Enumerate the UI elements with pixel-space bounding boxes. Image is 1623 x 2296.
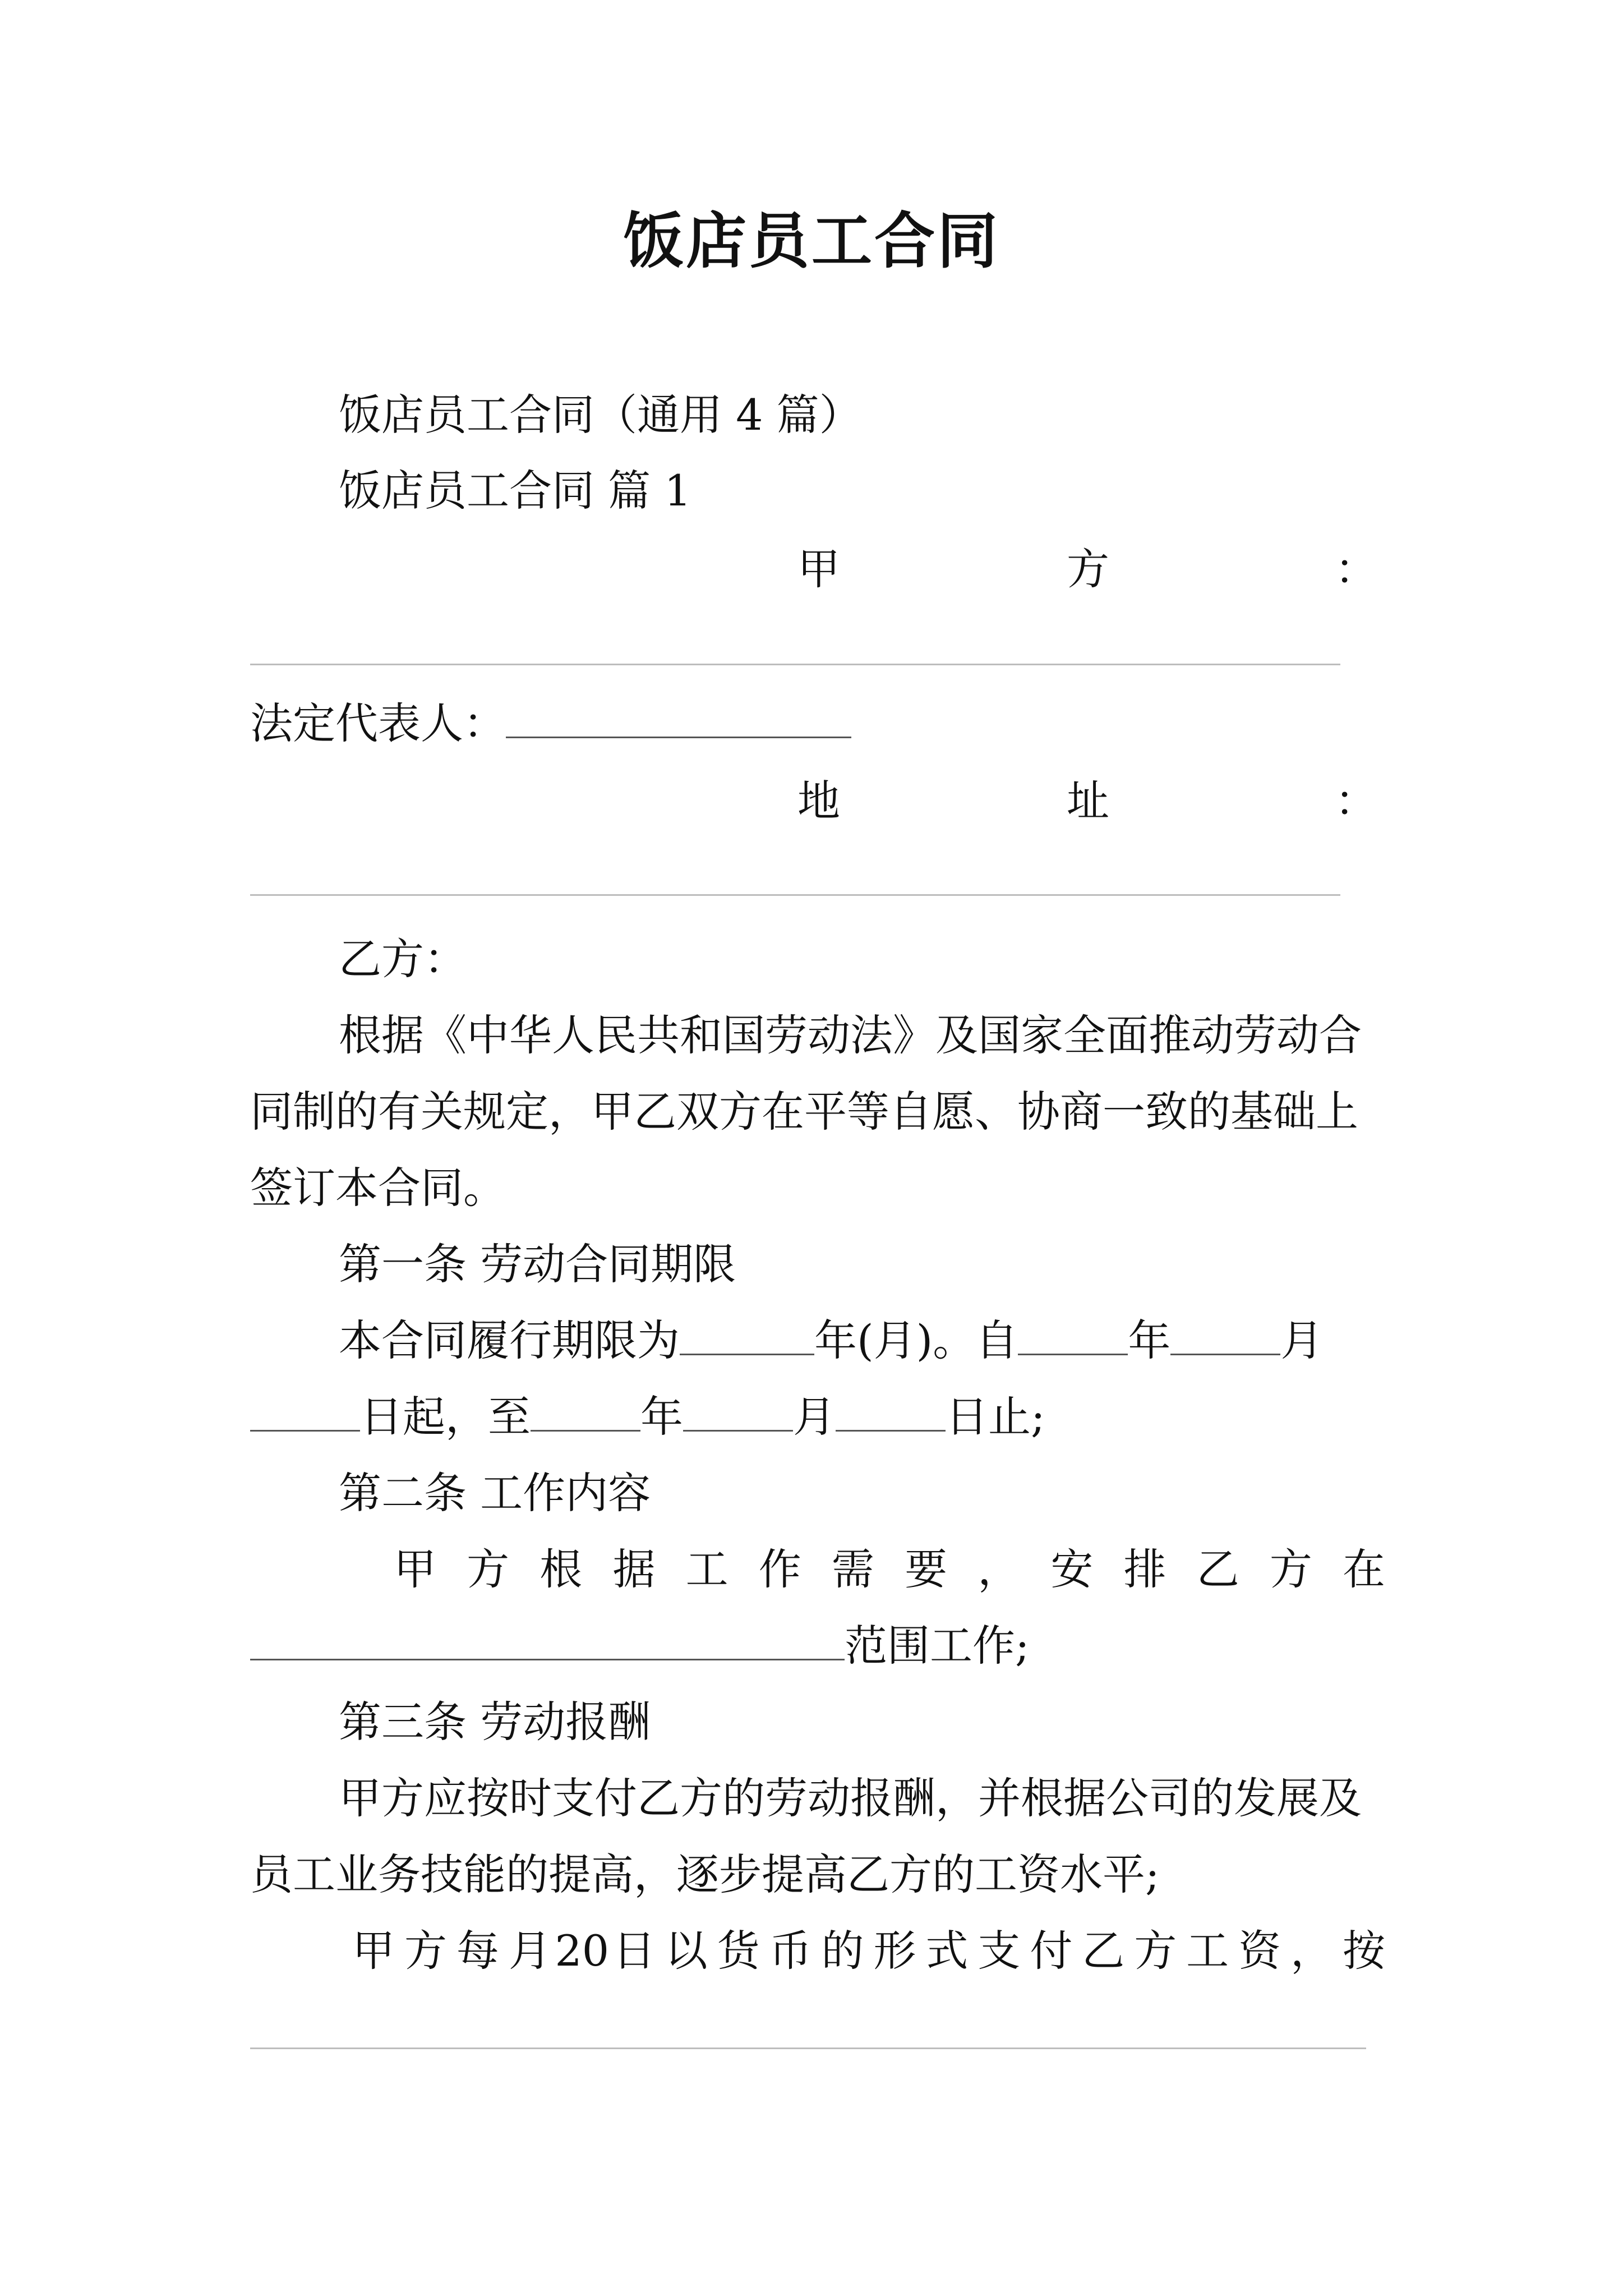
party-a-char-2: 方 [1067, 544, 1109, 594]
article-3-char-10: 的 [821, 1926, 864, 1976]
legal-rep-blank [506, 703, 851, 738]
article-3-char-11: 形 [873, 1926, 916, 1976]
article-3-char-14: 付 [1030, 1926, 1073, 1976]
address-char-1: 地 [797, 776, 840, 826]
article-3-char-6: 日 [612, 1926, 656, 1976]
year-text: 年 [1128, 1315, 1171, 1365]
article-3-line-1: 甲方应按时支付乙方的劳动报酬，并根据公司的发展及 [339, 1773, 1362, 1823]
article-3-char-4: 月 [508, 1926, 551, 1976]
start-month-blank [1170, 1320, 1280, 1355]
article-3-char-8: 货 [717, 1926, 760, 1976]
end-year-text: 年 [640, 1392, 683, 1442]
document-subtitle: 饭店员工合同（通用 4 篇） [339, 390, 862, 440]
article-3-char-15: 乙 [1082, 1926, 1125, 1976]
legal-rep-label: 法定代表人： [250, 698, 506, 748]
address-blank-line [250, 894, 1340, 896]
article-3-char-18: 资 [1238, 1926, 1281, 1976]
start-year-blank [1018, 1320, 1128, 1355]
article-2-heading: 第二条 工作内容 [339, 1468, 651, 1518]
term-blank [680, 1320, 814, 1355]
address-char-2: 址 [1067, 776, 1109, 826]
article-3-char-19: ， [1290, 1926, 1334, 1976]
article-3-char-20: 按 [1343, 1926, 1385, 1976]
legal-representative-line [250, 696, 851, 752]
article-2-char-8: 要 [905, 1544, 948, 1594]
end-month-text: 月 [793, 1392, 836, 1442]
article-2-char-1: 甲 [394, 1544, 436, 1594]
article-3-char-16: 方 [1134, 1926, 1177, 1976]
intro-line-2: 同制的有关规定，甲乙双方在平等自愿、协商一致的基础上 [250, 1087, 1358, 1137]
until-text: 日起，至 [360, 1392, 531, 1442]
article-2-char-2: 方 [467, 1544, 510, 1594]
article-2-char-10: 安 [1050, 1544, 1094, 1594]
intro-line-1: 根据《中华人民共和国劳动法》及国家全面推动劳动合 [339, 1010, 1362, 1060]
part-heading: 饭店员工合同 篇 1 [339, 466, 691, 516]
party-a-blank-line [250, 664, 1340, 665]
party-b-label: 乙方： [339, 934, 467, 984]
work-scope-blank [250, 1625, 845, 1660]
start-day-blank [250, 1396, 360, 1432]
page-bottom-rule [250, 2047, 1366, 2049]
article-3-line-2: 员工业务技能的提高，逐步提高乙方的工资水平; [250, 1849, 1160, 1899]
address-colon: ： [1335, 776, 1377, 826]
work-scope-text: 范围工作; [845, 1621, 1030, 1671]
end-day-blank [836, 1396, 946, 1432]
end-year-blank [531, 1396, 640, 1432]
document-title: 饭店员工合同 [623, 206, 1000, 277]
article-3-char-12: 式 [925, 1926, 969, 1976]
article-2-char-4: 据 [612, 1544, 656, 1594]
month-text: 月 [1280, 1315, 1324, 1365]
article-3-heading: 第三条 劳动报酬 [339, 1697, 651, 1747]
article-3-char-7: 以 [665, 1926, 708, 1976]
article-2-char-5: 工 [685, 1544, 728, 1594]
article-2-char-11: 排 [1123, 1544, 1166, 1594]
article-2-char-13: 方 [1269, 1544, 1312, 1594]
article-2-char-3: 根 [540, 1544, 583, 1594]
article-3-char-17: 工 [1186, 1926, 1229, 1976]
article-3-char-3: 每 [456, 1926, 499, 1976]
end-day-text: 日止; [946, 1392, 1045, 1442]
article-1-heading: 第一条 劳动合同期限 [339, 1239, 736, 1289]
article-3-char-1: 甲 [352, 1926, 395, 1976]
article-2-char-12: 乙 [1196, 1544, 1239, 1594]
party-a-colon: ： [1335, 544, 1377, 594]
article-2-char-7: 需 [831, 1544, 874, 1594]
end-month-blank [683, 1396, 793, 1432]
term-text: 本合同履行期限为 [339, 1315, 680, 1365]
intro-line-3: 签订本合同。 [250, 1163, 506, 1213]
article-1-line-2 [250, 1389, 1045, 1445]
article-1-line-1 [339, 1313, 1323, 1369]
article-2-char-14: 在 [1343, 1544, 1385, 1594]
article-2-char-6: 作 [758, 1544, 801, 1594]
article-3-char-9: 币 [769, 1926, 812, 1976]
article-2-line-2 [250, 1618, 1030, 1674]
article-2-char-9: ， [978, 1544, 1021, 1594]
article-3-char-5: 20 [555, 1926, 610, 1976]
article-3-char-13: 支 [978, 1926, 1021, 1976]
from-text: 年(月)。自 [814, 1315, 1018, 1365]
article-3-char-2: 方 [404, 1926, 447, 1976]
party-a-char-1: 甲 [797, 544, 840, 594]
